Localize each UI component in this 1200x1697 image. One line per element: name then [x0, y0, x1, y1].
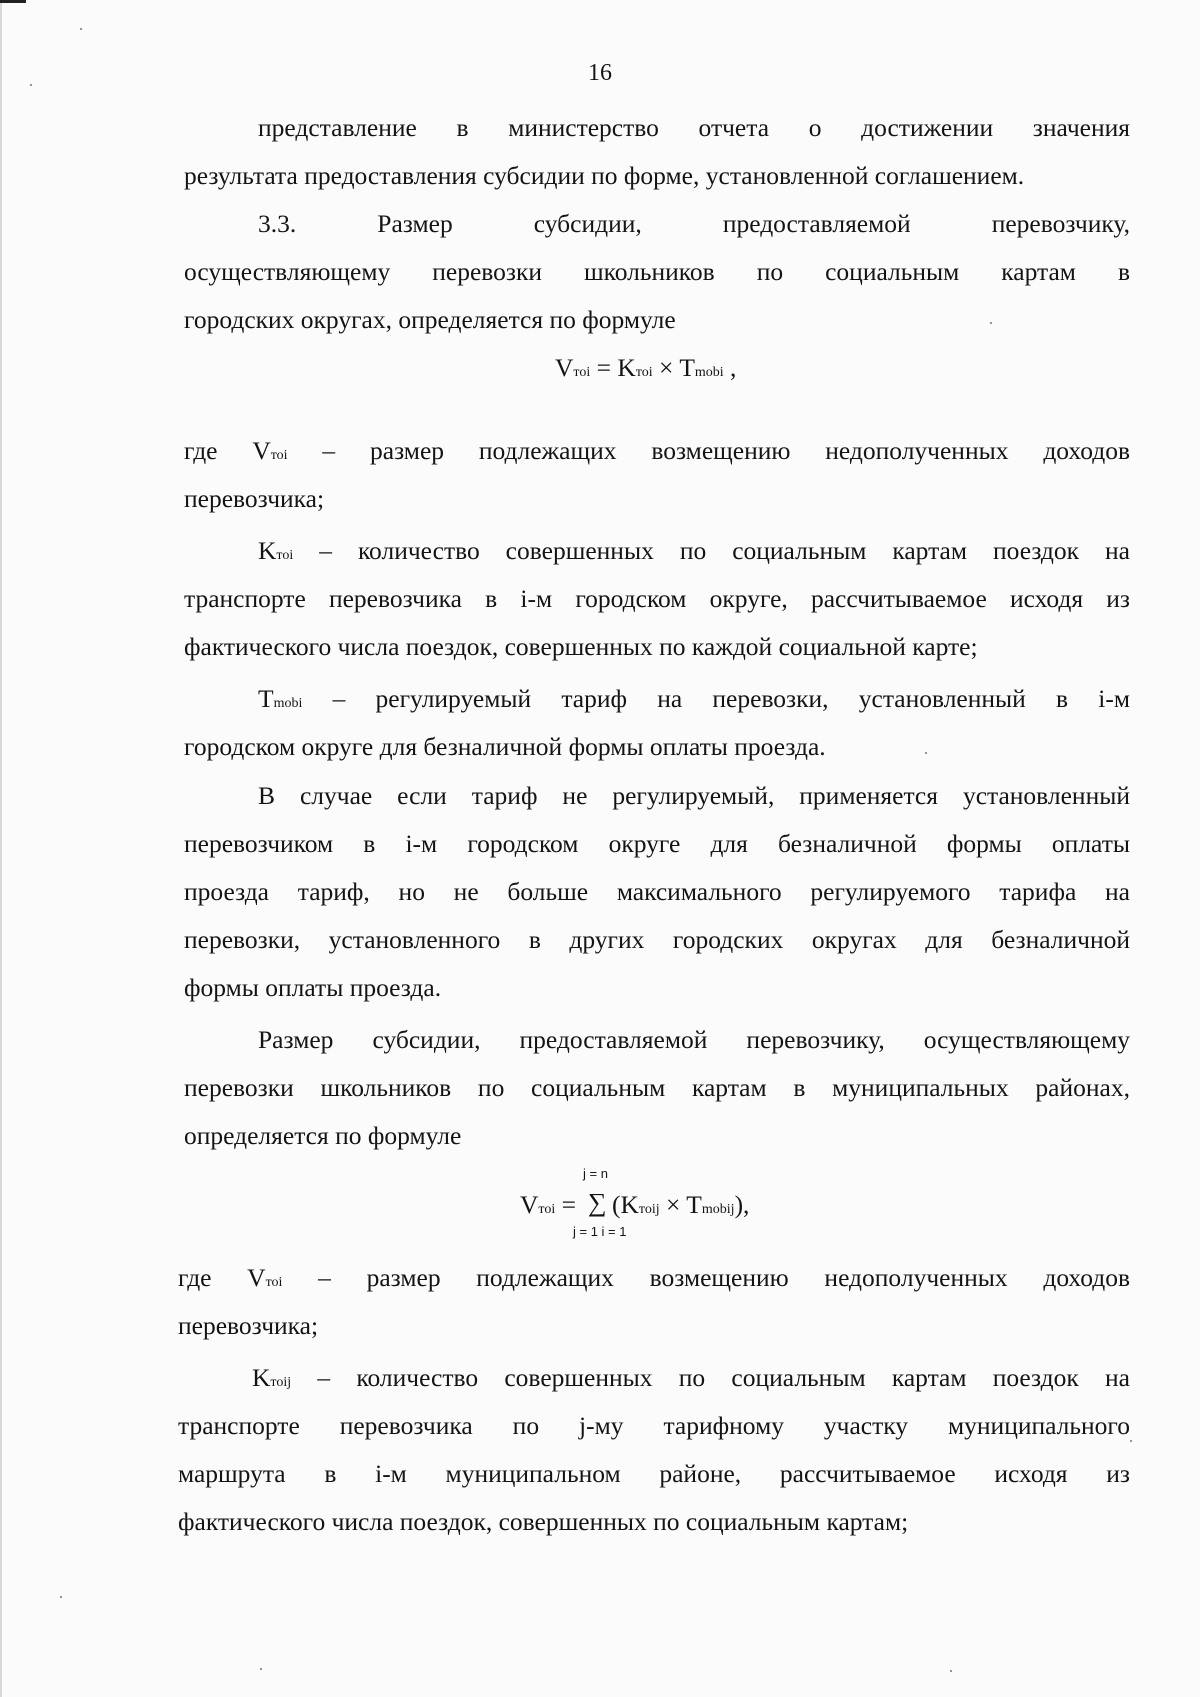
- scan-speck: [260, 1668, 262, 1670]
- scan-speck: [990, 322, 992, 324]
- scan-speck: [950, 1670, 952, 1672]
- text-line: перевозки школьников по социальным картам в муниципальных районах,: [184, 1073, 1130, 1102]
- text-line: маршрута в i-м муниципальном районе, рассчитываемое исходя из: [178, 1459, 1130, 1488]
- text-line: перевозчика;: [184, 484, 325, 513]
- text-line: перевозчика;: [178, 1311, 319, 1340]
- formula-vtoi: Vтоi = Kтоi × Tmobi ,: [555, 353, 737, 382]
- scan-speck: [80, 28, 82, 30]
- text-line: фактического числа поездок, совершенных по социальным картам;: [178, 1507, 909, 1536]
- text-line: городских округах, определяется по формуле: [184, 305, 676, 334]
- scan-speck: [925, 752, 927, 754]
- text-line: городском округе для безналичной формы оплаты проезда.: [184, 732, 826, 761]
- definition-t: Tmobi – регулируемый тариф на перевозки, установленный в i-м: [258, 684, 1130, 713]
- text-line: определяется по формуле: [184, 1121, 462, 1150]
- definition-k: Kтоij – количество совершенных по социальным картам поездок на: [252, 1363, 1130, 1392]
- text-line: фактического числа поездок, совершенных по каждой социальной карте;: [184, 632, 978, 661]
- scan-mark: [0, 0, 26, 3]
- scan-speck: [60, 1596, 62, 1598]
- text-line: 3.3. Размер субсидии, предоставляемой перевозчику,: [258, 209, 1130, 238]
- definition-k: Kтоi – количество совершенных по социальным картам поездок на: [258, 536, 1130, 565]
- text-line: проезда тариф, но не больше максимального регулируемого тарифа на: [184, 877, 1130, 906]
- text-line: В случае если тариф не регулируемый, применяется установленный: [258, 781, 1130, 810]
- text-line: результата предоставления субсидии по форме, установленной соглашением.: [184, 161, 1025, 190]
- text-line: формы оплаты проезда.: [184, 973, 442, 1002]
- text-line: транспорте перевозчика в i-м городском округе, рассчитываемое исходя из: [184, 584, 1130, 613]
- text-line: перевозчиком в i-м городском округе для безналичной формы оплаты: [184, 829, 1130, 858]
- formula-sum: j = n Vтоi = ∑ (Kтоij × Tmobij), j = 1 i = 1: [520, 1166, 750, 1239]
- definition-v: где Vтоi – размер подлежащих возмещению недополученных доходов: [184, 436, 1130, 465]
- text-line: представление в министерство отчета о достижении значения: [258, 113, 1130, 142]
- page-number: 16: [588, 60, 612, 86]
- scan-edge: [0, 0, 2, 1697]
- text-line: транспорте перевозчика по j-му тарифному участку муниципального: [178, 1411, 1130, 1440]
- definition-v: где Vтоi – размер подлежащих возмещению недополученных доходов: [178, 1263, 1130, 1292]
- scan-speck: [1130, 1440, 1132, 1442]
- text-line: осуществляющему перевозки школьников по социальным картам в: [184, 257, 1130, 286]
- text-line: Размер субсидии, предоставляемой перевозчику, осуществляющему: [258, 1025, 1130, 1054]
- text-line: перевозки, установленного в других городских округах для безналичной: [184, 925, 1130, 954]
- scan-speck: [30, 84, 32, 86]
